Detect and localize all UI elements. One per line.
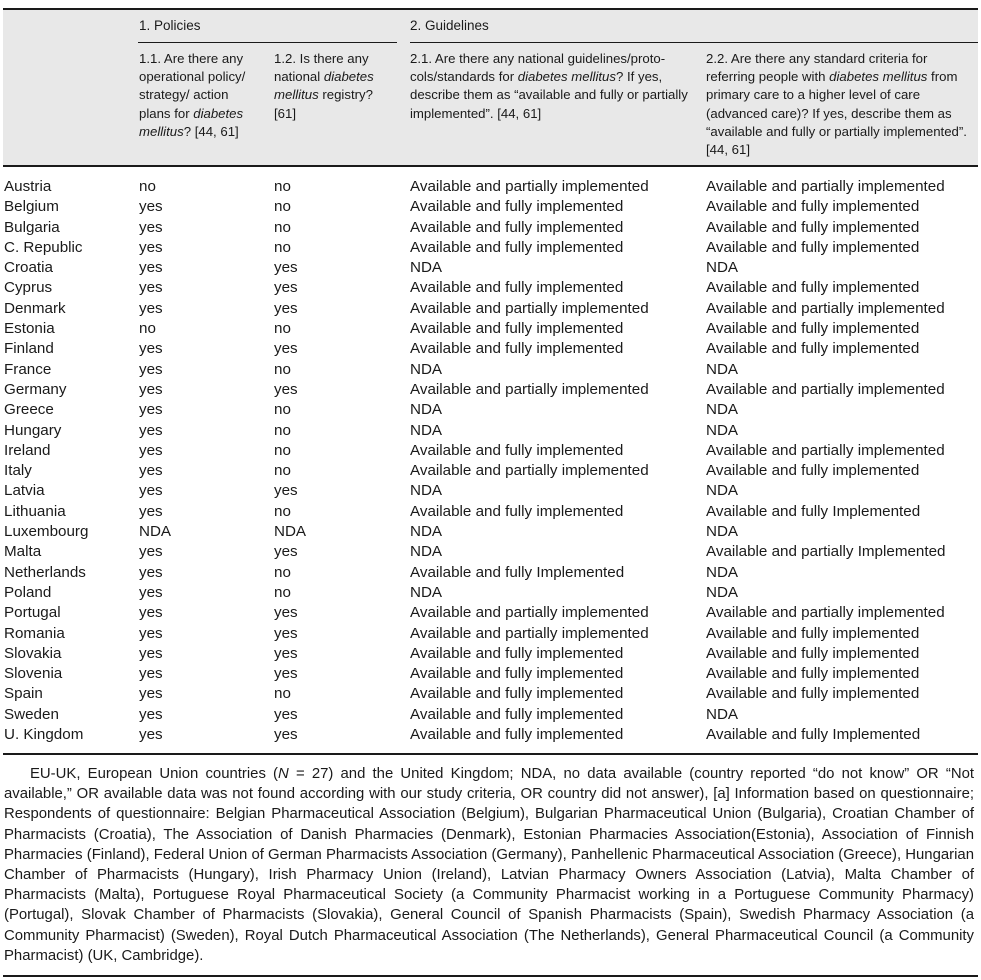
cell-national-guidelines: Available and fully implemented	[410, 644, 624, 662]
cell-national-guidelines: Available and fully implemented	[410, 238, 624, 256]
column-header-italic-text: diabetes mellitus	[139, 105, 244, 139]
cell-registry: no	[274, 401, 291, 419]
column-header-text: 2.1. Are there any national guidelines/protocols/standards for	[410, 51, 666, 85]
header-bottom-rule	[3, 165, 978, 167]
table-row	[0, 218, 981, 238]
cell-national-guidelines: Available and fully implemented	[410, 502, 624, 520]
table-row	[0, 441, 981, 461]
cell-national-guidelines: Available and partially implemented	[410, 178, 649, 195]
cell-referral-criteria: NDA	[706, 401, 739, 419]
cell-operational-policy: no	[139, 178, 156, 195]
cell-operational-policy: yes	[139, 482, 163, 500]
cell-registry: no	[274, 583, 291, 601]
cell-registry: no	[274, 685, 291, 703]
cell-operational-policy: yes	[139, 644, 163, 662]
column-header-text: 2.2. Are there any standard criteria for referring people with	[706, 51, 928, 85]
column-header-italic-text: diabetes mellitus	[829, 69, 928, 85]
column-header-registry	[274, 50, 394, 123]
cell-referral-criteria: Available and fully implemented	[706, 685, 920, 703]
cell-referral-criteria: Available and fully implemented	[706, 665, 920, 683]
cell-operational-policy: yes	[139, 604, 163, 622]
column-header-italic-text: diabetes mellitus	[274, 69, 374, 103]
cell-operational-policy: yes	[139, 340, 163, 358]
cell-national-guidelines: Available and fully implemented	[410, 340, 624, 358]
column-header-text: 1.1. Are there any operational policy/ strategy/ action plans for	[139, 51, 246, 121]
cell-operational-policy: yes	[139, 685, 163, 703]
cell-country: Luxembourg	[4, 523, 89, 541]
column-header-text: ? [44, 61]	[183, 123, 239, 139]
group-header-guidelines: 2. Guidelines	[410, 18, 489, 33]
table-row	[0, 299, 981, 319]
cell-operational-policy: yes	[139, 360, 163, 378]
table-row	[0, 278, 981, 298]
cell-referral-criteria: Available and fully implemented	[706, 462, 920, 480]
cell-referral-criteria: Available and partially implemented	[706, 299, 945, 317]
cell-registry: no	[274, 178, 291, 195]
footnote-text: = 27) and the United Kingdom; NDA, no data available (country reported “do not know” OR “Not available,” OR available data was not found according with our study criteria, OR country did not answer), [a] Information based on questionnaire; Respondents of questionnaire: Belgian Pharmaceutical Association (Belgium), Bulgarian Pharmaceutical Union (Bulgaria), Croatian Chamber of Pharmacists (Croatia), The Association of Danish Pharmacies (Denmark), Estonian Pharmacies Association(Estonia), Association of Finnish Pharmacies (Finland), Federal Union of German Pharmacists Association (Germany), Panhellenic Pharmaceutical Association (Greece), Hungarian Chamber of Pharmacists (Hungary), Irish Pharmacy Union (Ireland), Latvian Pharmacy Owners Association (Latvia), Malta Chamber of Pharmacists (Malta), Portuguese Royal Pharmaceutical Society (a Community Pharmacist working in a Portuguese Community Pharmacy) (Portugal), Slovak Chamber of Pharmacists (Slovakia), General Council of Spanish Pharmacists (Spain), Swedish Pharmacy Association (a Community Pharmacist) (Sweden), Royal Dutch Pharmaceutical Association (The Netherlands), General Pharmaceutical Council (a Community Pharmacist) (UK, Cambridge).	[4, 766, 974, 964]
cell-registry: yes	[274, 644, 298, 662]
footnote-italic-text: N	[278, 766, 289, 782]
cell-registry: yes	[274, 665, 298, 683]
cell-registry: no	[274, 218, 291, 236]
cell-registry: yes	[274, 482, 298, 500]
table-row	[0, 725, 981, 745]
cell-country: Ireland	[4, 441, 51, 459]
cell-national-guidelines: Available and fully implemented	[410, 198, 624, 216]
cell-registry: no	[274, 320, 291, 338]
cell-referral-criteria: Available and partially implemented	[706, 178, 945, 195]
cell-national-guidelines: NDA	[410, 543, 443, 561]
column-header-text: 1.2. Is there any national	[274, 51, 369, 85]
cell-operational-policy: yes	[139, 563, 163, 581]
cell-operational-policy: yes	[139, 583, 163, 601]
table-row	[0, 705, 981, 725]
cell-country: Greece	[4, 401, 54, 419]
table-row	[0, 664, 981, 684]
cell-referral-criteria: Available and fully implemented	[706, 238, 920, 256]
table-top-rule	[3, 8, 978, 10]
table-row	[0, 258, 981, 278]
cell-country: Hungary	[4, 421, 62, 439]
cell-registry: yes	[274, 259, 298, 277]
table-row	[0, 624, 981, 644]
cell-national-guidelines: Available and fully implemented	[410, 279, 624, 297]
cell-registry: no	[274, 198, 291, 216]
column-header-text: ? If yes, describe them as “available and fully or partially implemented”. [44, 61]	[410, 69, 688, 121]
cell-operational-policy: yes	[139, 462, 163, 480]
column-header-italic-text: diabetes mellitus	[517, 69, 616, 85]
cell-national-guidelines: Available and fully Implemented	[410, 563, 625, 581]
cell-national-guidelines: NDA	[410, 523, 443, 541]
cell-national-guidelines: Available and partially implemented	[410, 604, 649, 622]
table-row	[0, 542, 981, 562]
cell-country: Belgium	[4, 198, 59, 216]
cell-referral-criteria: NDA	[706, 705, 739, 723]
cell-operational-policy: yes	[139, 726, 163, 744]
cell-country: Estonia	[4, 320, 55, 338]
cell-registry: no	[274, 462, 291, 480]
cell-referral-criteria: Available and fully implemented	[706, 624, 920, 642]
cell-country: Spain	[4, 685, 43, 703]
cell-registry: yes	[274, 543, 298, 561]
cell-operational-policy: no	[139, 320, 156, 338]
cell-referral-criteria: Available and partially implemented	[706, 441, 945, 459]
cell-referral-criteria: Available and fully Implemented	[706, 726, 921, 744]
cell-country: Bulgaria	[4, 218, 60, 236]
cell-referral-criteria: NDA	[706, 563, 739, 581]
cell-referral-criteria: NDA	[706, 583, 739, 601]
cell-referral-criteria: Available and fully implemented	[706, 320, 920, 338]
cell-national-guidelines: NDA	[410, 360, 443, 378]
cell-registry: yes	[274, 279, 298, 297]
cell-registry: yes	[274, 705, 298, 723]
column-header-operational-policy	[139, 50, 261, 141]
cell-national-guidelines: Available and fully implemented	[410, 726, 624, 744]
cell-registry: no	[274, 421, 291, 439]
cell-country: Slovenia	[4, 665, 63, 683]
cell-operational-policy: yes	[139, 198, 163, 216]
cell-country: Italy	[4, 462, 32, 480]
column-header-text: from primary care to a higher level of care (advanced care)? If yes, describe them as “available and fully or partially implemented”. [44, 61]	[706, 69, 967, 158]
table-row	[0, 583, 981, 603]
table-row	[0, 461, 981, 481]
cell-registry: yes	[274, 299, 298, 317]
cell-referral-criteria: NDA	[706, 523, 739, 541]
cell-referral-criteria: Available and fully Implemented	[706, 502, 921, 520]
cell-national-guidelines: NDA	[410, 259, 443, 277]
cell-country: C. Republic	[4, 238, 83, 256]
table-row	[0, 360, 981, 380]
table-row	[0, 481, 981, 501]
table-row	[0, 177, 981, 197]
cell-registry: NDA	[274, 523, 307, 541]
column-header-text: registry? [61]	[274, 87, 373, 121]
cell-referral-criteria: NDA	[706, 482, 739, 500]
cell-country: France	[4, 360, 52, 378]
table-bottom-rule	[3, 753, 978, 755]
cell-operational-policy: yes	[139, 502, 163, 520]
table-footnote	[4, 764, 974, 966]
cell-national-guidelines: Available and fully implemented	[410, 705, 624, 723]
table-row	[0, 400, 981, 420]
cell-registry: no	[274, 238, 291, 256]
cell-national-guidelines: Available and partially implemented	[410, 299, 649, 317]
cell-referral-criteria: NDA	[706, 360, 739, 378]
cell-national-guidelines: Available and partially implemented	[410, 624, 649, 642]
table-row	[0, 644, 981, 664]
cell-country: Romania	[4, 624, 65, 642]
cell-operational-policy: yes	[139, 299, 163, 317]
cell-national-guidelines: NDA	[410, 482, 443, 500]
cell-operational-policy: yes	[139, 421, 163, 439]
cell-country: Malta	[4, 543, 42, 561]
cell-country: Netherlands	[4, 563, 86, 581]
table-row	[0, 563, 981, 583]
column-header-national-guidelines	[410, 50, 695, 123]
cell-referral-criteria: Available and fully implemented	[706, 198, 920, 216]
cell-national-guidelines: Available and fully implemented	[410, 441, 624, 459]
table-row	[0, 380, 981, 400]
cell-national-guidelines: Available and fully implemented	[410, 685, 624, 703]
cell-operational-policy: yes	[139, 401, 163, 419]
cell-registry: no	[274, 441, 291, 459]
cell-country: Latvia	[4, 482, 45, 500]
cell-national-guidelines: NDA	[410, 421, 443, 439]
cell-country: Germany	[4, 380, 67, 398]
cell-country: Croatia	[4, 259, 53, 277]
cell-registry: no	[274, 360, 291, 378]
cell-operational-policy: yes	[139, 543, 163, 561]
cell-country: Cyprus	[4, 279, 53, 297]
cell-national-guidelines: NDA	[410, 401, 443, 419]
footnote-text: EU-UK, European Union countries (	[30, 766, 279, 782]
cell-country: Denmark	[4, 299, 66, 317]
cell-national-guidelines: Available and fully implemented	[410, 665, 624, 683]
cell-country: Austria	[4, 178, 52, 195]
cell-registry: yes	[274, 340, 298, 358]
cell-country: Poland	[4, 583, 52, 601]
cell-operational-policy: yes	[139, 624, 163, 642]
group-header-policies: 1. Policies	[139, 18, 201, 33]
table-row	[0, 238, 981, 258]
cell-registry: no	[274, 563, 291, 581]
table-row	[0, 684, 981, 704]
column-header-referral-criteria	[706, 50, 978, 159]
cell-referral-criteria: NDA	[706, 259, 739, 277]
cell-referral-criteria: NDA	[706, 421, 739, 439]
cell-national-guidelines: NDA	[410, 583, 443, 601]
cell-referral-criteria: Available and partially implemented	[706, 604, 945, 622]
table-row	[0, 197, 981, 217]
footnote-bottom-rule	[3, 975, 978, 977]
cell-country: Slovakia	[4, 644, 62, 662]
cell-registry: yes	[274, 380, 298, 398]
table-row	[0, 339, 981, 359]
table-row	[0, 522, 981, 542]
cell-registry: no	[274, 502, 291, 520]
cell-country: Finland	[4, 340, 54, 358]
guidelines-group-rule	[410, 42, 978, 43]
cell-operational-policy: yes	[139, 380, 163, 398]
cell-operational-policy: yes	[139, 218, 163, 236]
cell-referral-criteria: Available and fully implemented	[706, 340, 920, 358]
cell-country: Portugal	[4, 604, 61, 622]
cell-operational-policy: NDA	[139, 523, 172, 541]
cell-referral-criteria: Available and fully implemented	[706, 279, 920, 297]
table-row	[0, 603, 981, 623]
cell-operational-policy: yes	[139, 441, 163, 459]
cell-referral-criteria: Available and fully implemented	[706, 644, 920, 662]
cell-referral-criteria: Available and partially Implemented	[706, 543, 946, 561]
cell-operational-policy: yes	[139, 259, 163, 277]
cell-national-guidelines: Available and partially implemented	[410, 462, 649, 480]
cell-referral-criteria: Available and fully implemented	[706, 218, 920, 236]
cell-operational-policy: yes	[139, 705, 163, 723]
cell-country: Sweden	[4, 705, 59, 723]
cell-registry: yes	[274, 726, 298, 744]
cell-national-guidelines: Available and partially implemented	[410, 380, 649, 398]
cell-national-guidelines: Available and fully implemented	[410, 218, 624, 236]
table-row	[0, 421, 981, 441]
cell-operational-policy: yes	[139, 665, 163, 683]
cell-operational-policy: yes	[139, 238, 163, 256]
cell-operational-policy: yes	[139, 279, 163, 297]
table-row	[0, 319, 981, 339]
cell-referral-criteria: Available and partially implemented	[706, 380, 945, 398]
policies-group-rule	[138, 42, 397, 43]
cell-country: Lithuania	[4, 502, 66, 520]
cell-national-guidelines: Available and fully implemented	[410, 320, 624, 338]
cell-registry: yes	[274, 604, 298, 622]
table-row	[0, 502, 981, 522]
cell-registry: yes	[274, 624, 298, 642]
table-body	[0, 177, 981, 745]
cell-country: U. Kingdom	[4, 726, 84, 744]
